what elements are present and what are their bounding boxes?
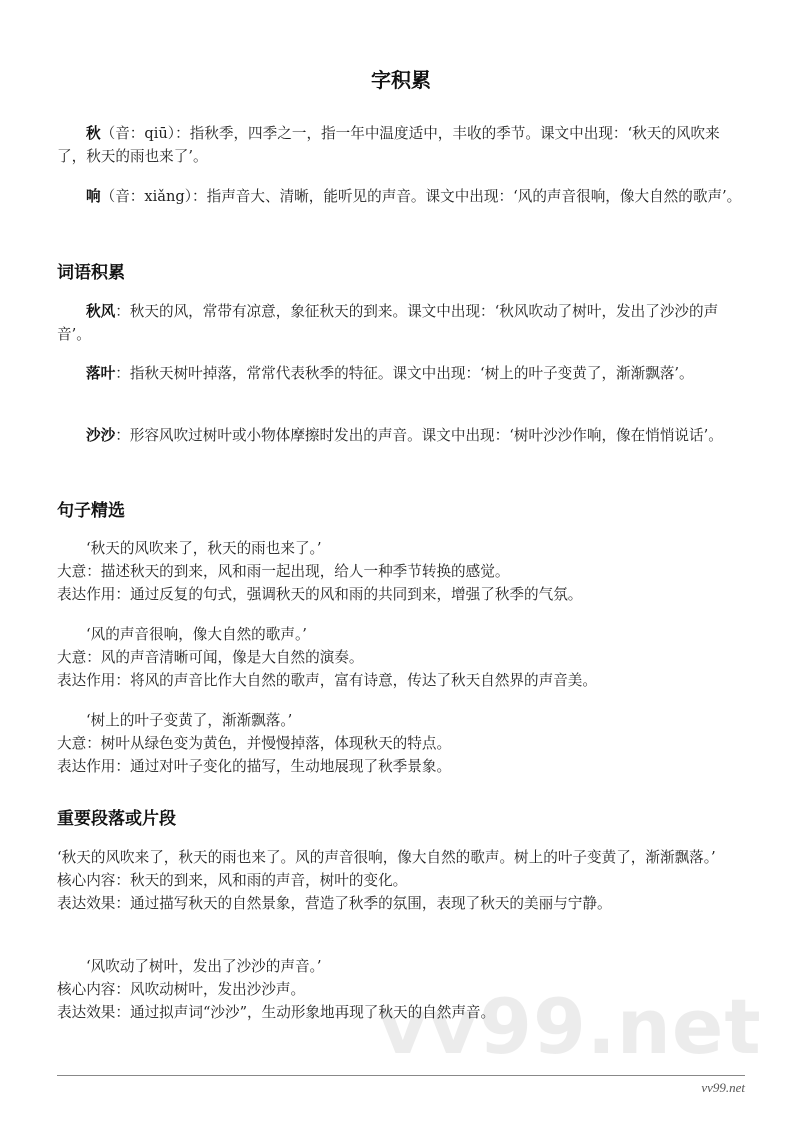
char-entry	[57, 122, 745, 168]
word-term: 落叶	[86, 365, 116, 382]
word-entry	[57, 424, 745, 447]
page-title: 字积累	[371, 68, 431, 92]
passage-effect: 表达效果：通过拟声词“沙沙”，生动形象地再现了秋天的自然声音。	[57, 1004, 496, 1021]
word-entry	[57, 362, 745, 385]
sentence-meaning: 大意：描述秋天的到来，风和雨一起出现，给人一种季节转换的感觉。	[57, 563, 510, 580]
passage-effect: 表达效果：通过描写秋天的自然景象，营造了秋季的氛围，表现了秋天的美丽与宁静。	[57, 895, 612, 912]
word-entry	[57, 300, 745, 346]
footer-site: vv99.net	[701, 1080, 745, 1095]
sentence-item	[57, 537, 745, 606]
sentence-effect: 表达作用：通过对叶子变化的描写，生动地展现了秋季景象。	[57, 758, 452, 775]
sentence-meaning: 大意：风的声音清晰可闻，像是大自然的演奏。	[57, 649, 364, 666]
passage-core: 核心内容：风吹动树叶，发出沙沙声。	[57, 981, 306, 998]
char-term: 秋	[86, 125, 101, 142]
section-heading-words: 词语积累	[57, 263, 125, 283]
sentence-quote: ‘秋天的风吹来了，秋天的雨也来了。’	[86, 540, 322, 557]
sentence-quote: ‘风的声音很响，像大自然的歌声。’	[86, 626, 307, 643]
char-term: 响	[86, 188, 101, 205]
sentence-item	[57, 709, 745, 778]
word-term: 沙沙	[86, 427, 116, 444]
sentence-item	[57, 623, 745, 692]
passage-core: 核心内容：秋天的到来，风和雨的声音，树叶的变化。	[57, 872, 408, 889]
sentence-quote: ‘树上的叶子变黄了，渐渐飘落。’	[86, 712, 293, 729]
word-definition: ：秋天的风，常带有凉意，象征秋天的到来。课文中出现：‘秋风吹动了树叶，发出了沙沙的声音’。	[57, 303, 719, 343]
watermark: vv99.net	[378, 982, 762, 1071]
passage-item	[57, 846, 745, 915]
sentence-effect: 表达作用：通过反复的句式，强调秋天的风和雨的共同到来，增强了秋季的气氛。	[57, 586, 583, 603]
passage-quote: ‘秋天的风吹来了，秋天的雨也来了。风的声音很响，像大自然的歌声。树上的叶子变黄了，渐渐飘落。’	[57, 849, 716, 866]
word-definition: ：指秋天树叶掉落，常常代表秋季的特征。课文中出现：‘树上的叶子变黄了，渐渐飘落’。	[115, 365, 694, 382]
section-heading-passages: 重要段落或片段	[57, 809, 176, 829]
sentence-meaning: 大意：树叶从绿色变为黄色，并慢慢掉落，体现秋天的特点。	[57, 735, 452, 752]
passage-item	[57, 955, 745, 1024]
char-entry	[57, 185, 745, 208]
sentence-effect: 表达作用：将风的声音比作大自然的歌声，富有诗意，传达了秋天自然界的声音美。	[57, 672, 597, 689]
word-term: 秋风	[86, 303, 116, 320]
char-definition: （音：qiū）：指秋季，四季之一，指一年中温度适中，丰收的季节。课文中出现：‘秋天的风吹来了，秋天的雨也来了’。	[57, 125, 720, 165]
word-definition: ：形容风吹过树叶或小物体摩擦时发出的声音。课文中出现：‘树叶沙沙作响，像在悄悄说话’。	[115, 427, 723, 444]
footer-divider	[57, 1075, 745, 1076]
passage-quote: ‘风吹动了树叶，发出了沙沙的声音。’	[86, 958, 322, 975]
char-definition: （音：xiǎng）：指声音大、清晰，能听见的声音。课文中出现：‘风的声音很响，像大自然的歌声’。	[100, 188, 742, 205]
section-heading-sentences: 句子精选	[57, 501, 125, 521]
